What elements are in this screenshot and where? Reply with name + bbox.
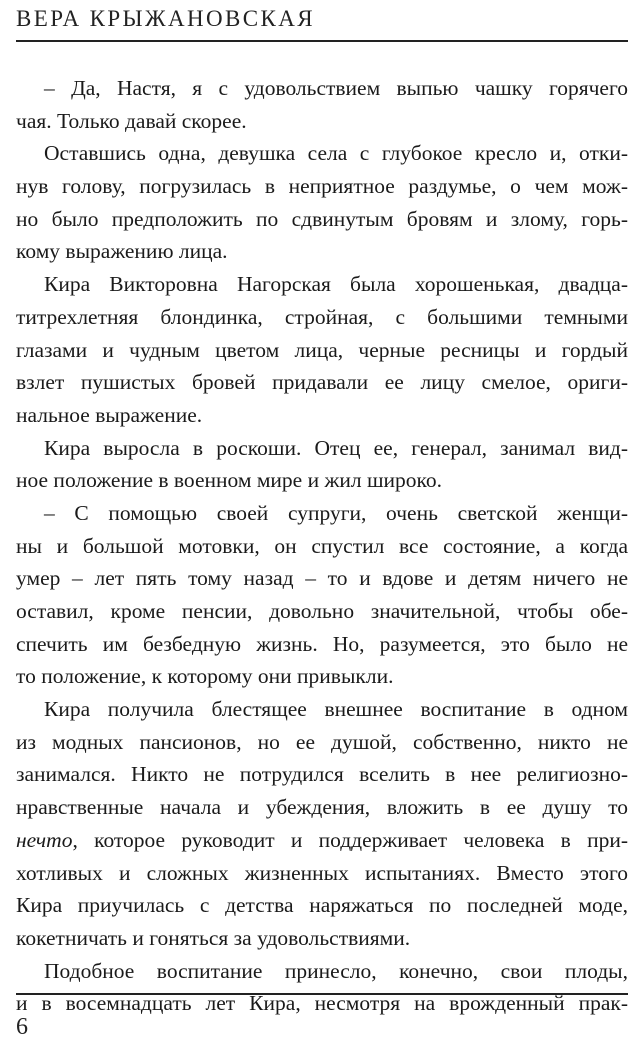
paragraph-4	[16, 432, 628, 497]
text-line: нув голову, погрузилась в неприятное раздумье, о чем мож-	[16, 174, 628, 199]
header-rule	[16, 40, 628, 42]
paragraph-6	[16, 693, 628, 955]
paragraph-2	[16, 137, 628, 268]
text-line: Кира Викторовна Нагорская была хорошенькая, двадца-	[44, 272, 628, 297]
paragraph-5	[16, 497, 628, 693]
text-line: то положение, к которому они привыкли.	[16, 664, 394, 689]
text-line: взлет пушистых бровей придавали ее лицу смелое, ориги-	[16, 370, 628, 395]
page-number: 6	[16, 1014, 28, 1040]
body-text	[16, 72, 628, 1020]
text-line: но было предположить по сдвинутым бровям и злому, горь-	[16, 206, 628, 231]
text-line: кому выражению лица.	[16, 239, 228, 264]
text-line: Оставшись одна, девушка села с глубокое кресло и, отки-	[44, 141, 628, 166]
paragraph-7	[16, 955, 628, 1020]
text-line: ны и большой мотовки, он спустил все состояние, а когда	[16, 533, 628, 558]
paragraph-3	[16, 268, 628, 431]
text-line: нечто, которое руководит и поддерживает человека в при-	[16, 827, 628, 852]
text-line: нальное выражение.	[16, 402, 203, 427]
text-line: оставил, кроме пенсии, довольно значительной, чтобы обе-	[16, 599, 628, 623]
text-line: титрехлетняя блондинка, стройная, с большими темными	[16, 304, 628, 329]
running-head: ВЕРА КРЫЖАНОВСКАЯ	[16, 6, 315, 31]
text-line: хотливых и сложных жизненных испытаниях. Вместо этого	[16, 860, 628, 885]
text-line: чая. Только давай скорее.	[16, 108, 247, 133]
text-line: и в восемнадцать лет Кира, несмотря на врожденный прак-	[16, 991, 628, 1016]
text-line: Кира выросла в роскоши. Отец ее, генерал, занимал вид-	[44, 435, 628, 460]
emphasized-word: нечто	[16, 827, 73, 852]
text-line: глазами и чудным цветом лица, черные ресницы и гордый	[16, 337, 628, 362]
text-line: ное положение в военном мире и жил широко.	[16, 468, 442, 493]
text-line: Подобное воспитание принесло, конечно, свои плоды,	[44, 958, 628, 983]
text-line: Кира приучилась с детства наряжаться по последней моде,	[16, 893, 628, 918]
text-line: кокетничать и гоняться за удовольствиями.	[16, 925, 411, 950]
text-line: занимался. Никто не потрудился вселить в нее религиозно-	[16, 762, 628, 787]
text-line: спечить им безбедную жизнь. Но, разумеется, это было не	[16, 631, 628, 656]
text-line: – С помощью своей супруги, очень светской женщи-	[44, 500, 628, 525]
text-line: умер – лет пять тому назад – то и вдове и детям ничего не	[16, 566, 628, 591]
text-line: – Да, Настя, я с удовольствием выпью чашку горячего	[44, 76, 628, 100]
paragraph-1	[16, 72, 628, 137]
text-line: нравственные начала и убеждения, вложить в ее душу то	[16, 795, 628, 820]
footer-rule	[16, 993, 628, 995]
text-line: Кира получила блестящее внешнее воспитание в одном	[44, 697, 628, 722]
text-line: из модных пансионов, но ее душой, собственно, никто не	[16, 729, 628, 754]
